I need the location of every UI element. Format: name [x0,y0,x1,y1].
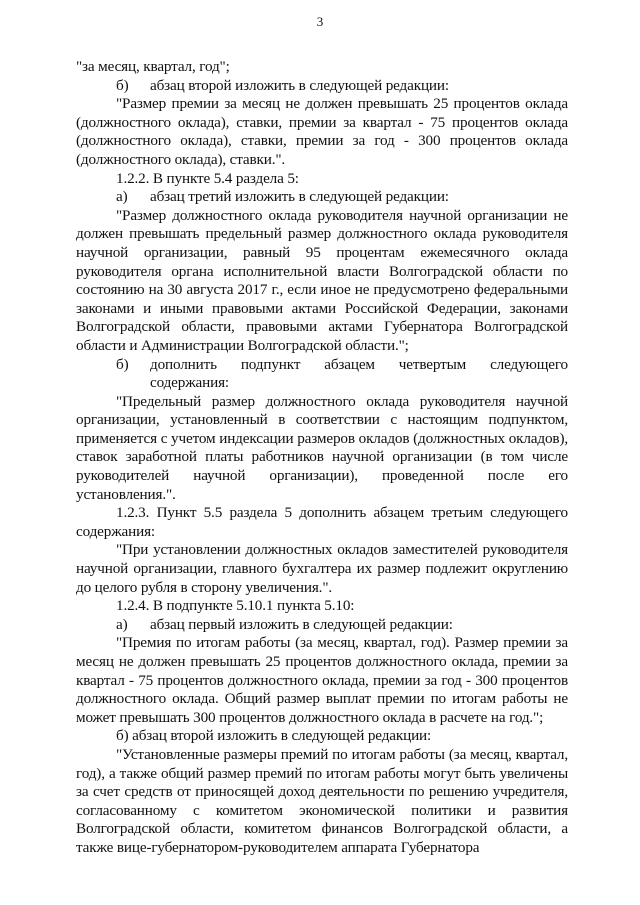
paragraph-4: 1.2.2. В пункте 5.4 раздела 5: [116,169,299,187]
list-item-b-1 [76,77,568,96]
paragraph-10: "При установлении должностных окладов заместителей руководителя научной организации, главного бухгалтера их размер подлежит округлению до целого рубля в сторону увеличения.". [76,541,568,596]
list-marker: б) [116,355,129,373]
list-item-b-2 [76,356,568,393]
list-item-text: абзац третий изложить в следующей редакции: [150,188,449,206]
paragraph-11: 1.2.4. В подпункте 5.10.1 пункта 5.10: [116,597,355,615]
paragraph-9: 1.2.3. Пункт 5.5 раздела 5 дополнить абзацем третьим следующего содержания: [76,504,568,540]
paragraph-1: "за месяц, квартал, год"; [76,58,230,75]
list-item-text: дополнить подпункт абзацем четвертым следующего содержания: [150,355,568,392]
list-item-a-1 [76,188,568,207]
paragraph-8: "Предельный размер должностного оклада руководителя научной организации, установленный в соответствии с настоящим подпунктом, применяется с учетом индексации размеров окладов (должностных окладов), ставок заработной платы работников научной организации (в том числе руководителей научной организации), проведенной после его установления.". [76,392,568,503]
list-item-text: абзац второй изложить в следующей редакции: [150,76,449,94]
paragraph-15: "Установленные размеры премий по итогам работы (за месяц, квартал, год), а также общий размер премий по итогам работы могут быть увеличены за счет средств от приносящей доход деятельности по решению учредителя, согласованному с комитетом экономической политики и развития Волгоградской области, комитетом финансов Волгоградской области, а также вице-губернатором-руководителем аппарата Губернатора [76,745,568,856]
list-item-text: абзац первый изложить в следующей редакции: [150,615,453,633]
list-item-a-2 [76,616,568,635]
paragraph-3: "Размер премии за месяц не должен превышать 25 процентов оклада (должностного оклада), ставки, премии за квартал - 75 процентов оклада (должностного оклада), ставки, премии за год - 300 процентов оклада (должностного оклада), ставки.". [76,95,568,168]
list-marker: а) [116,188,128,206]
paragraph-6: "Размер должностного оклада руководителя научной организации не должен превышать предельный размер должностного оклада руководителя научной организации, равный 95 процентам ежемесячного оклада руководителя органа исполнительной власти Волгоградской области по состоянию на 30 августа 2017 г., если иное не предусмотрено федеральными законами и иными правовыми актами Российской Федерации, законами Волгоградской области, правовыми актами Губернатора Волгоградской области и Администрации Волгоградской области."; [76,206,568,354]
paragraph-13: "Премия по итогам работы (за месяц, квартал, год). Размер премии за месяц не должен превышать 25 процентов должностного оклада, премии за квартал - 75 процентов должностного оклада, премии за год - 300 процентов должностного оклада. Общий размер выплат премии по итогам работы не может превышать 300 процентов должностного оклада в расчете на год."; [76,634,568,726]
list-marker: а) [116,615,128,633]
document-body [76,58,568,858]
list-marker: б) [116,76,129,94]
paragraph-14: б) абзац второй изложить в следующей редакции: [116,727,432,745]
page-number: 3 [316,14,324,29]
